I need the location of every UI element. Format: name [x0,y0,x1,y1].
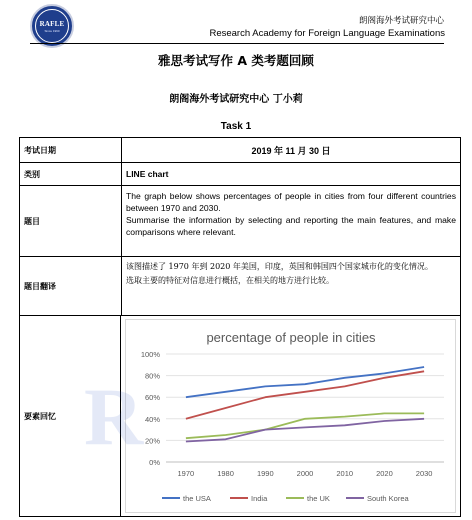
topic-label: 题目 [20,186,122,256]
legend-label: India [251,494,268,503]
watermark-letter: R [84,371,144,462]
x-tick-label: 1990 [256,469,274,478]
y-tick-label: 100% [140,350,160,359]
logo-text: RAFLE [39,19,65,28]
x-tick-label: 2030 [415,469,433,478]
series-line [186,413,424,438]
chart-cell [121,316,460,516]
translation-text [122,257,460,315]
x-tick-label: 1970 [177,469,195,478]
x-tick-label: 2020 [376,469,393,478]
type-label: 类别 [20,163,122,185]
y-tick-label: 0% [149,458,160,467]
row-topic [20,185,460,256]
row-date [20,138,460,162]
header-divider [30,43,444,44]
translation-label: 题目翻译 [20,257,122,315]
y-tick-label: 40% [144,414,160,424]
task-table [19,137,461,517]
type-value: LINE chart [126,169,169,179]
topic-text-1: The graph below shows percentages of people in cities from four different countries between 1970 and 2030. [126,191,456,213]
series-line [186,419,424,442]
y-tick-label: 60% [144,393,160,403]
translation-text-2: 选取主要的特征对信息进行概括，在相关的地方进行比较。 [126,275,334,285]
line-chart [125,319,456,513]
document-title: 雅思考试写作 A 类考题回顾 [158,53,314,68]
y-tick-label: 20% [144,436,160,446]
x-tick-label: 2000 [296,469,314,478]
row-translation [20,256,460,315]
translation-text-1: 该图描述了 1970 年到 2020 年美国，印度，英国和韩国四个国家城市化的变化情况。 [126,262,433,271]
rafle-logo [30,4,74,48]
series-line [186,371,424,419]
date-value: 2019 年 11 月 30 日 [251,145,331,156]
y-tick-label: 80% [144,371,160,381]
x-tick-label: 2010 [336,469,354,478]
task-title: Task 1 [220,121,252,132]
header-org-en: Research Academy for Foreign Language Examinations [209,28,445,39]
header-org-cn: 朗阁海外考试研究中心 [358,16,444,26]
x-tick-label: 1980 [217,469,234,478]
chart-svg [126,320,457,514]
date-label: 考试日期 [20,138,122,162]
legend-label: South Korea [367,494,409,503]
topic-text [122,186,460,256]
row-type [20,162,460,185]
logo-ring [35,9,69,43]
row-elements [20,315,460,516]
document-author: 朗阁海外考试研究中心 丁小莉 [169,94,303,105]
elements-label: 要素回忆 [20,316,121,516]
topic-text-2: Summarise the information by selecting and reporting the main features, and make comparisons where relevant. [126,215,456,237]
logo-sub: Since 1990 [44,28,60,33]
legend-label: the UK [307,494,330,503]
legend-label: the USA [183,494,211,503]
chart-title: percentage of people in cities [206,330,376,345]
